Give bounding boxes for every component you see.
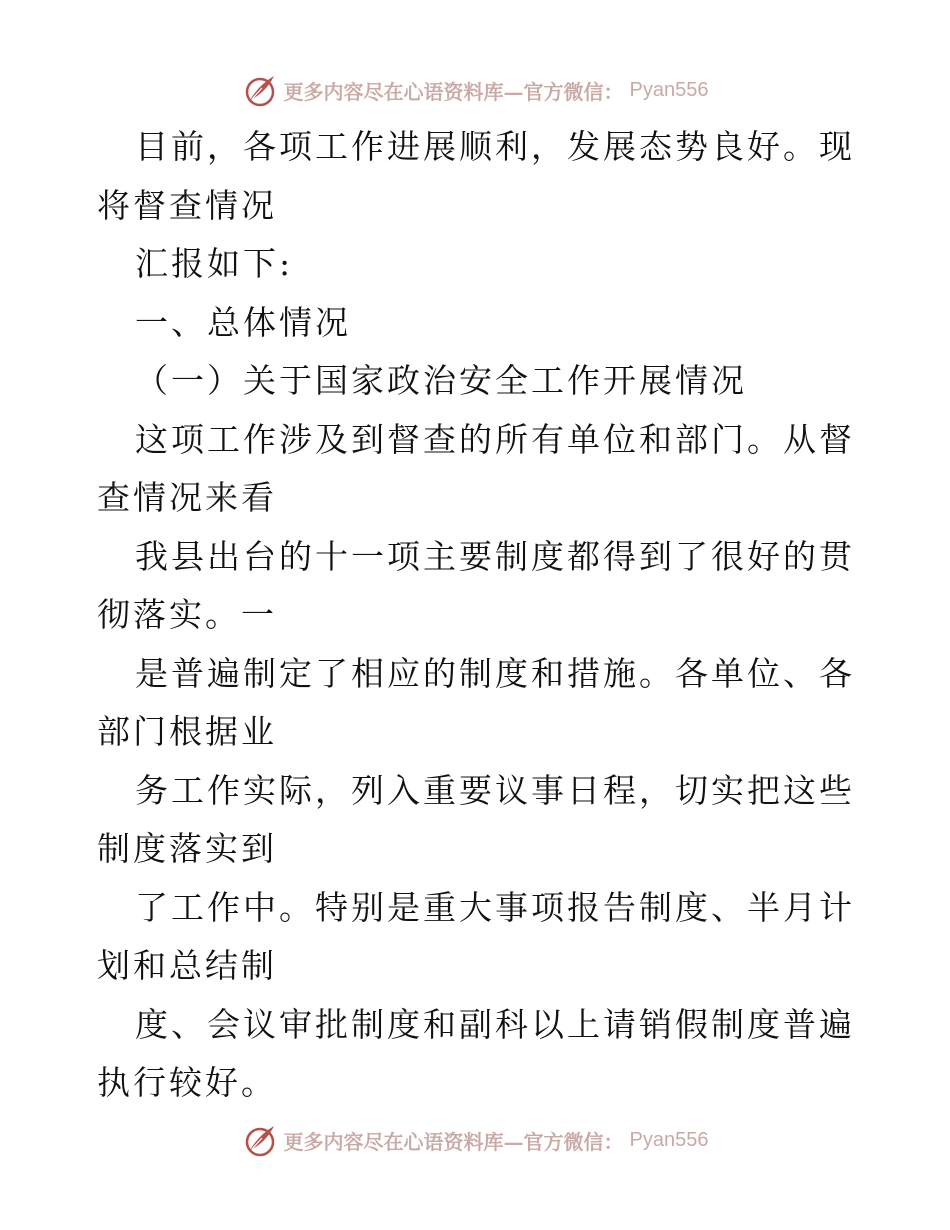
paragraph: 汇报如下: bbox=[135, 244, 294, 283]
paragraph: 目前，各项工作进展顺利，发展态势良好。现将督查情况 bbox=[97, 127, 855, 225]
watermark-brand-text: 更多内容尽在心语资料库—官方微信： bbox=[283, 1129, 624, 1154]
paragraph: 度、会议审批制度和副科以上请销假制度普遍执行较好。 bbox=[97, 1004, 855, 1102]
watermark-account: Pyan556 bbox=[629, 1128, 709, 1151]
paragraph: 这项工作涉及到督查的所有单位和部门。从督查情况来看 bbox=[97, 419, 855, 517]
document-body bbox=[97, 118, 857, 1113]
paragraph: 务工作实际，列入重要议事日程，切实把这些制度落实到 bbox=[97, 770, 855, 868]
feather-pen-logo-icon bbox=[242, 1122, 278, 1158]
subsection-heading: （一）关于国家政治安全工作开展情况 bbox=[135, 361, 747, 400]
watermark-brand-text: 更多内容尽在心语资料库—官方微信： bbox=[283, 79, 624, 104]
paragraph: 我县出台的十一项主要制度都得到了很好的贯彻落实。一 bbox=[97, 536, 855, 634]
feather-pen-logo-icon bbox=[242, 72, 278, 108]
paragraph: 是普遍制定了相应的制度和措施。各单位、各部门根据业 bbox=[97, 653, 855, 751]
section-heading: 一、总体情况 bbox=[135, 302, 351, 342]
header-watermark bbox=[0, 70, 950, 110]
watermark-account: Pyan556 bbox=[629, 78, 709, 101]
paragraph: 了工作中。特别是重大事项报告制度、半月计划和总结制 bbox=[97, 887, 855, 985]
footer-watermark bbox=[0, 1120, 950, 1160]
